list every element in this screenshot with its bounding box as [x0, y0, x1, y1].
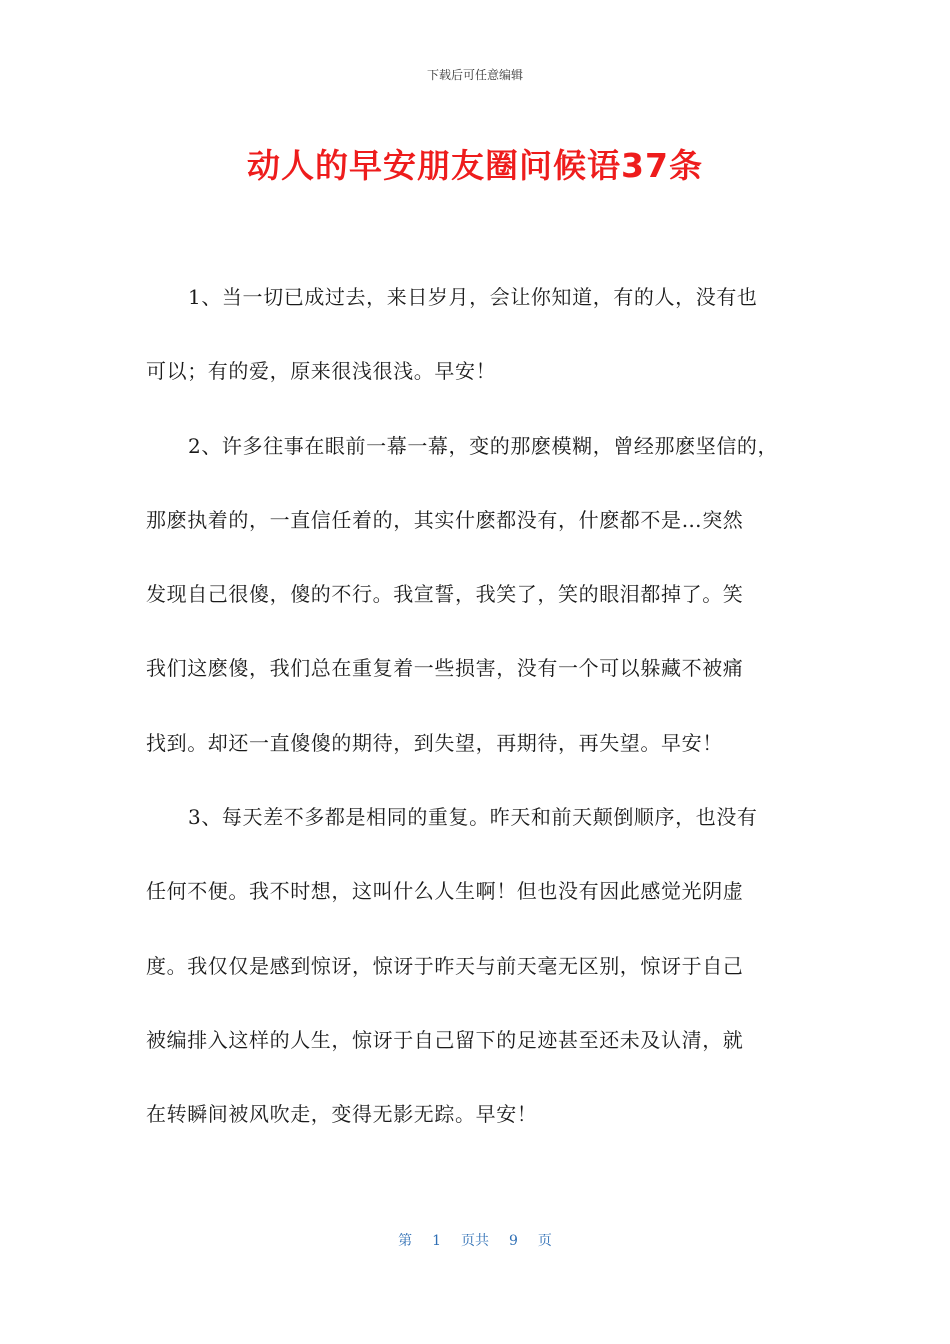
page-mid: 页共 — [461, 1233, 489, 1249]
document-title: 动人的早安朋友圈问候语37条 — [247, 146, 703, 185]
text-line: 那麽执着的，一直信任着的，其实什麽都没有，什麽都不是…突然 — [146, 507, 744, 532]
text-line: 我们这麽傻，我们总在重复着一些损害，没有一个可以躲藏不被痛 — [146, 656, 744, 681]
text-line: 可以；有的爱，原来很浅很浅。早安！ — [146, 359, 497, 384]
document-body — [146, 276, 826, 1168]
total-pages: 9 — [509, 1233, 518, 1249]
page-number: 1 — [432, 1233, 441, 1249]
header-note: 下载后可任意编辑 — [426, 68, 523, 82]
text-line: 3、每天差不多都是相同的重复。昨天和前天颠倒顺序，也没有 — [188, 805, 758, 830]
text-line: 被编排入这样的人生，惊讶于自己留下的足迹甚至还未及认清，就 — [146, 1027, 744, 1052]
text-line: 发现自己很傻，傻的不行。我宣誓，我笑了，笑的眼泪都掉了。笑 — [146, 582, 744, 607]
text-line: 2、许多往事在眼前一幕一幕，变的那麽模糊，曾经那麽坚信的， — [188, 433, 779, 458]
page-suffix: 页 — [537, 1233, 552, 1249]
page-footer — [0, 1230, 950, 1250]
text-line: 找到。却还一直傻傻的期待，到失望，再期待，再失望。早安！ — [146, 730, 723, 755]
text-line: 在转瞬间被风吹走，变得无影无踪。早安！ — [146, 1102, 538, 1127]
text-line: 任何不便。我不时想，这叫什么人生啊！但也没有因此感觉光阴虚 — [146, 879, 744, 904]
text-line: 度。我仅仅是感到惊讶，惊讶于昨天与前天毫无区别，惊讶于自己 — [146, 953, 744, 978]
page-prefix: 第 — [398, 1233, 413, 1249]
text-line: 1、当一切已成过去，来日岁月，会让你知道，有的人，没有也 — [188, 285, 758, 309]
